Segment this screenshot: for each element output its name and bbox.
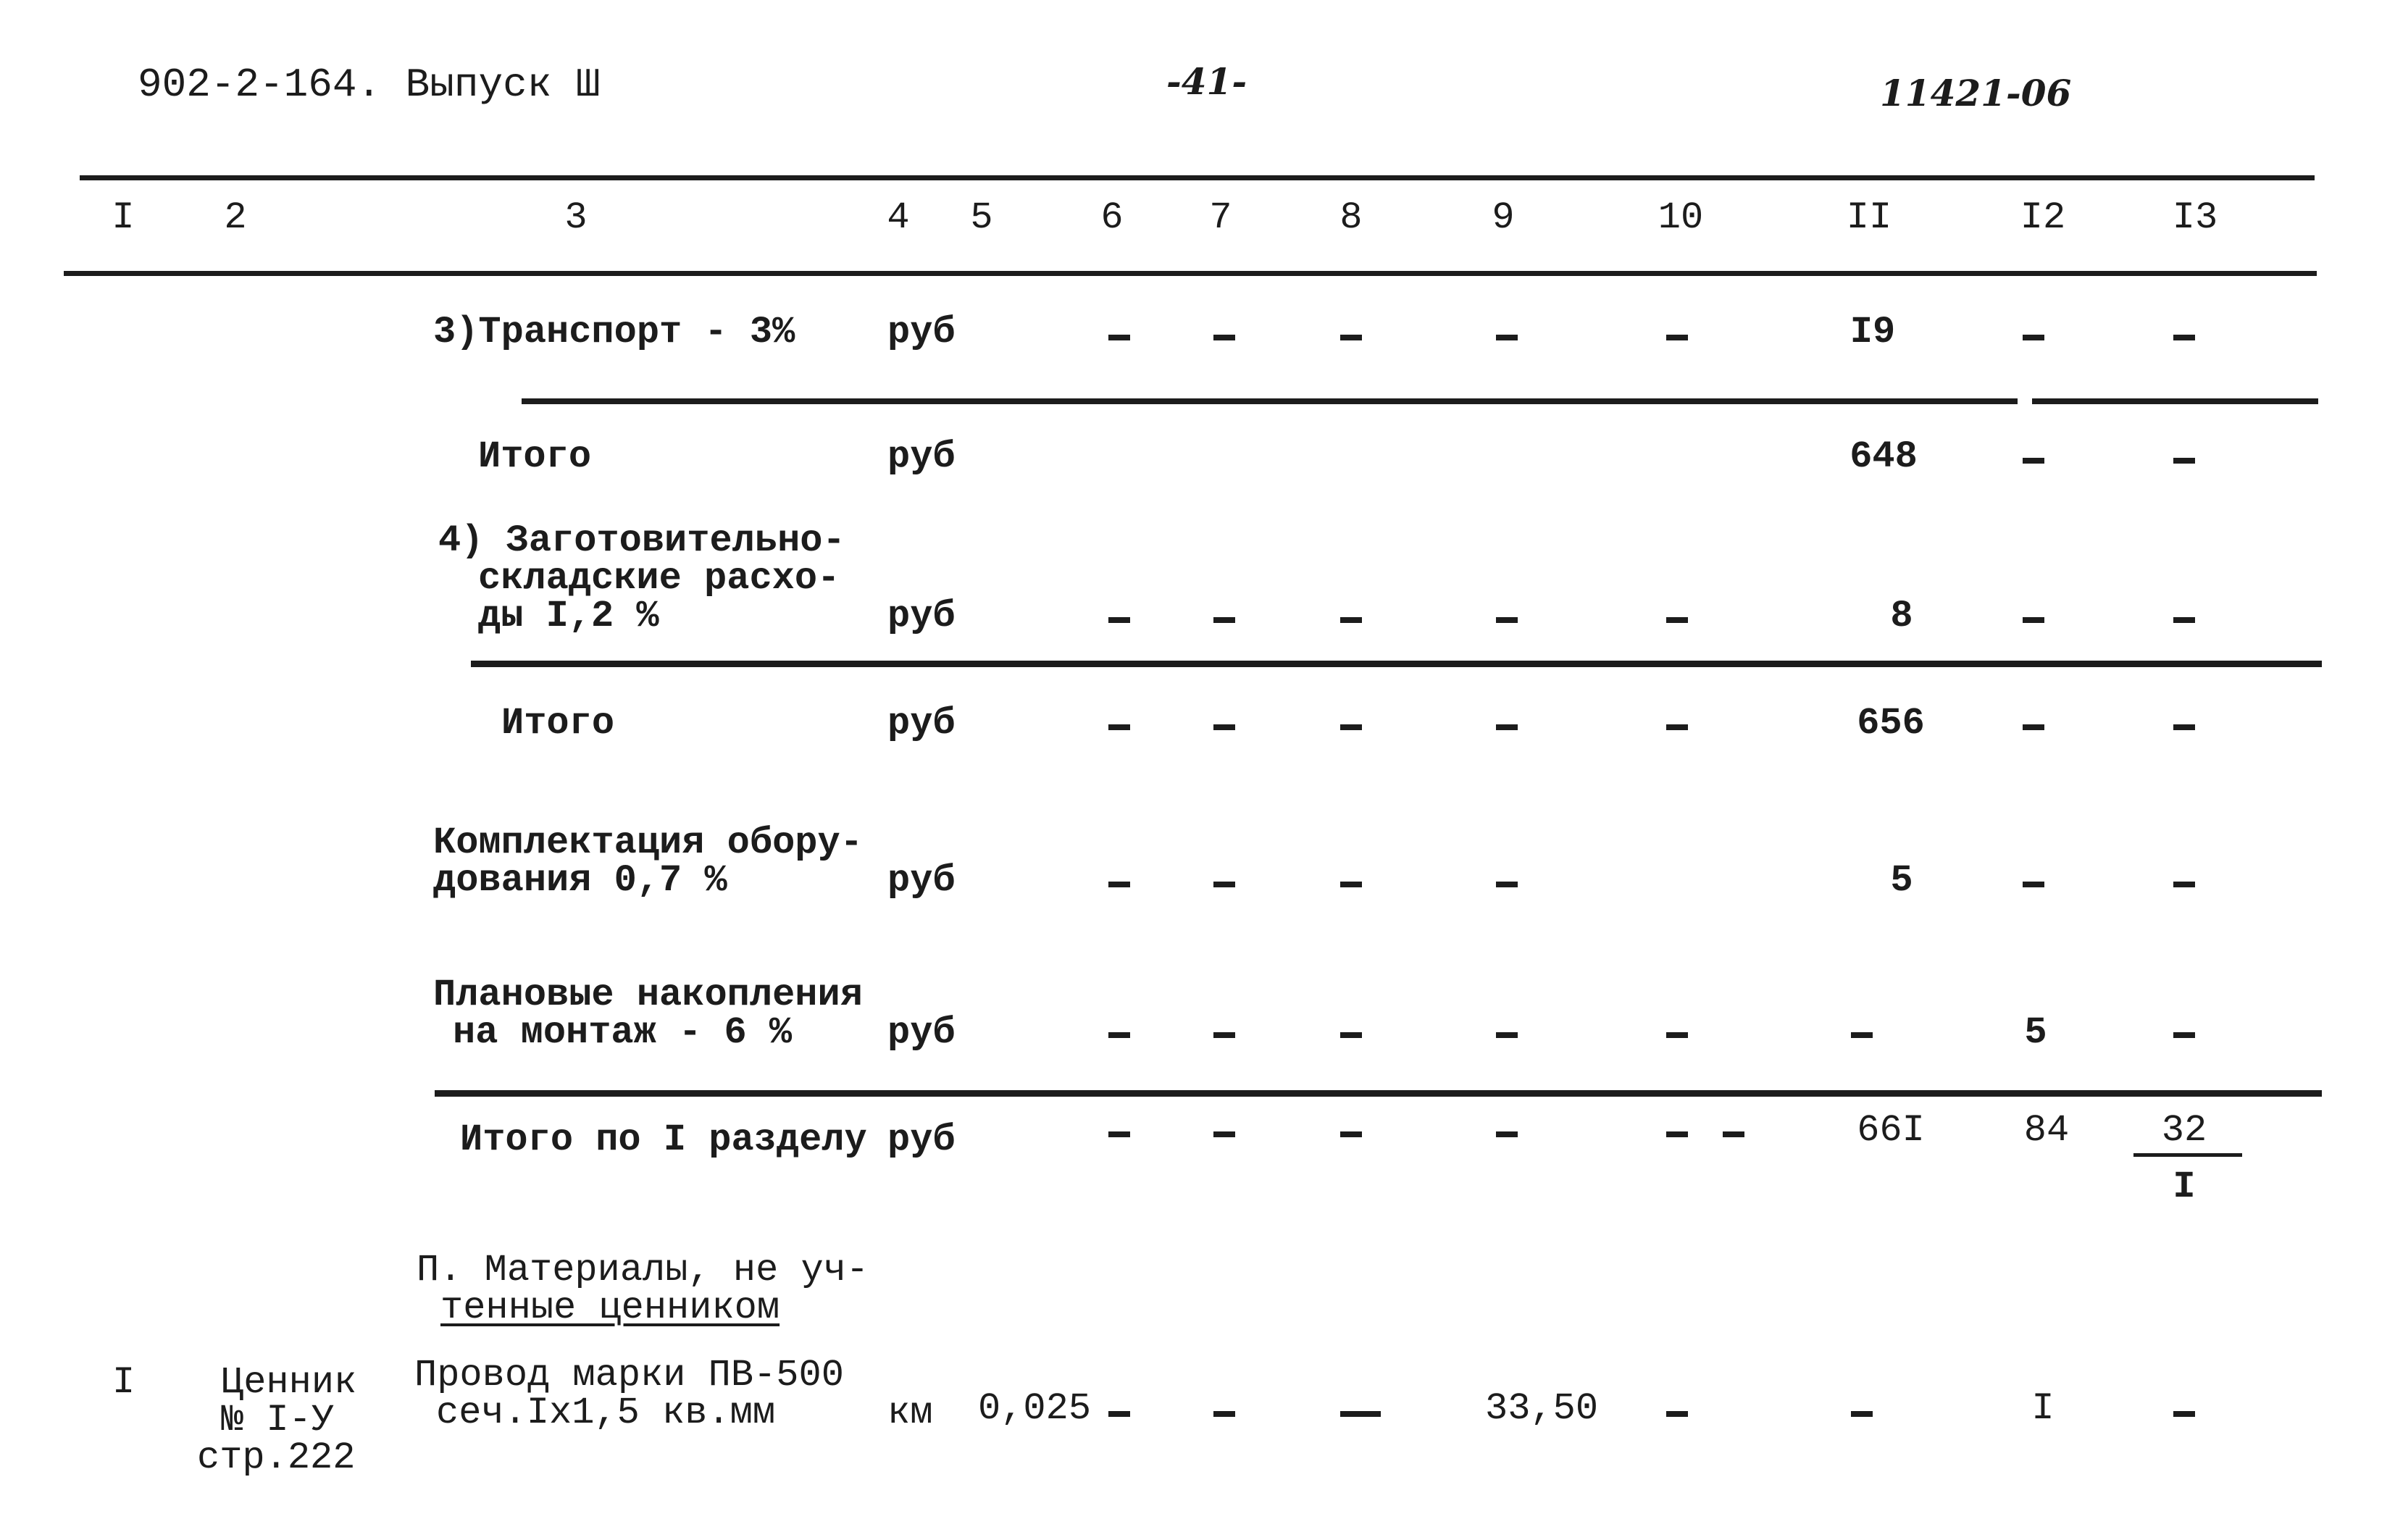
empty-dash bbox=[1723, 1131, 1744, 1137]
empty-dash bbox=[2173, 724, 2195, 730]
empty-dash bbox=[2173, 335, 2195, 340]
empty-dash bbox=[2023, 882, 2044, 887]
empty-dash bbox=[1108, 1131, 1130, 1137]
empty-dash bbox=[2023, 724, 2044, 730]
cell-col-13-denominator: I bbox=[2173, 1166, 2196, 1208]
cell-col-9: 33,50 bbox=[1485, 1387, 1599, 1430]
empty-dash bbox=[2173, 1411, 2195, 1417]
empty-dash bbox=[2173, 458, 2195, 464]
column-header: 3 bbox=[564, 196, 588, 239]
row-name: Итого bbox=[501, 702, 615, 745]
empty-dash bbox=[1340, 724, 1362, 730]
archive-number: 11421-06 bbox=[1880, 72, 2072, 114]
empty-dash bbox=[2023, 335, 2044, 340]
cell-col-5: 0,025 bbox=[978, 1387, 1092, 1430]
table-header-bottom-rule bbox=[64, 271, 2317, 276]
document-code: 902-2-164. Выпуск Ш bbox=[138, 62, 601, 108]
section-total-rule bbox=[435, 1090, 2322, 1097]
row-unit: руб bbox=[887, 1118, 956, 1161]
empty-dash bbox=[1666, 335, 1688, 340]
empty-dash bbox=[1213, 724, 1235, 730]
row-unit: км bbox=[887, 1392, 933, 1434]
empty-dash bbox=[1213, 1032, 1235, 1038]
cell-col-12: I bbox=[2031, 1387, 2055, 1430]
empty-dash bbox=[1666, 1411, 1688, 1417]
row-unit: руб bbox=[887, 859, 956, 902]
cell-col-11: 656 bbox=[1857, 702, 1925, 745]
empty-dash bbox=[1213, 1131, 1235, 1137]
empty-dash bbox=[1108, 1411, 1130, 1417]
column-header: I bbox=[112, 196, 135, 239]
empty-dash bbox=[1108, 335, 1130, 340]
cell-col-11: I9 bbox=[1849, 311, 1896, 353]
empty-dash bbox=[1108, 617, 1130, 623]
column-header: 10 bbox=[1658, 196, 1704, 239]
row-unit: руб bbox=[887, 311, 956, 353]
empty-dash bbox=[1666, 1032, 1688, 1038]
row-unit: руб bbox=[887, 595, 956, 637]
section-heading-line: П. Материалы, не уч- bbox=[417, 1249, 869, 1292]
empty-dash bbox=[1340, 335, 1362, 340]
row-name-line: 4) Заготовительно- bbox=[438, 519, 845, 562]
column-header: 4 bbox=[887, 196, 910, 239]
cell-col-2-line: Ценник bbox=[221, 1361, 357, 1404]
subtotal-rule bbox=[471, 661, 2322, 667]
empty-dash bbox=[2023, 458, 2044, 464]
empty-dash bbox=[1666, 724, 1688, 730]
empty-dash bbox=[1340, 617, 1362, 623]
column-header: I2 bbox=[2020, 196, 2066, 239]
subtotal-rule bbox=[2032, 398, 2318, 404]
row-name-line: Провод марки ПВ-500 bbox=[414, 1354, 844, 1397]
page-number: -41- bbox=[1166, 60, 1247, 103]
row-name-line: Плановые накопления bbox=[433, 974, 863, 1016]
empty-dash bbox=[1851, 1032, 1873, 1038]
empty-dash bbox=[2023, 617, 2044, 623]
fraction-bar bbox=[2133, 1153, 2242, 1157]
table-top-rule bbox=[80, 175, 2315, 180]
row-unit: руб bbox=[887, 702, 956, 745]
column-header: 9 bbox=[1492, 196, 1515, 239]
cell-col-13-numerator: 32 bbox=[2161, 1109, 2207, 1152]
empty-dash bbox=[2173, 882, 2195, 887]
subtotal-rule bbox=[522, 398, 2018, 404]
empty-dash bbox=[2173, 617, 2195, 623]
empty-dash bbox=[1213, 617, 1235, 623]
row-name: Итого по I разделу bbox=[460, 1118, 867, 1161]
cell-col-1: I bbox=[112, 1361, 135, 1404]
cell-col-11: 648 bbox=[1849, 435, 1918, 478]
empty-dash bbox=[1666, 1131, 1688, 1137]
column-header: 5 bbox=[970, 196, 993, 239]
empty-dash bbox=[1340, 1032, 1362, 1038]
cell-col-11: 5 bbox=[1890, 859, 1913, 902]
empty-dash bbox=[1666, 617, 1688, 623]
row-name-line: сеч.Iх1,5 кв.мм bbox=[436, 1392, 776, 1434]
row-unit: руб bbox=[887, 435, 956, 478]
empty-dash bbox=[1496, 1131, 1518, 1137]
row-unit: руб bbox=[887, 1011, 956, 1054]
empty-dash bbox=[1213, 882, 1235, 887]
cell-col-2-line: № I-У bbox=[221, 1399, 335, 1441]
row-name-line: Комплектация обору- bbox=[433, 821, 863, 864]
empty-dash bbox=[1213, 335, 1235, 340]
cell-col-12: 5 bbox=[2024, 1011, 2047, 1054]
empty-dash bbox=[1496, 724, 1518, 730]
empty-dash bbox=[1496, 1032, 1518, 1038]
column-header: I3 bbox=[2172, 196, 2218, 239]
column-header: 2 bbox=[224, 196, 247, 239]
row-name-line: складские расхо- bbox=[478, 557, 840, 600]
empty-dash bbox=[1108, 1032, 1130, 1038]
row-name: Итого bbox=[478, 435, 592, 478]
column-header: II bbox=[1846, 196, 1892, 239]
empty-dash bbox=[2173, 1032, 2195, 1038]
empty-dash bbox=[1213, 1411, 1235, 1417]
section-heading-line: тенные ценником bbox=[440, 1286, 780, 1329]
cell-col-12: 84 bbox=[2023, 1109, 2070, 1152]
row-name-line: ды I,2 % bbox=[478, 595, 659, 637]
empty-dash bbox=[1108, 882, 1130, 887]
column-header: 6 bbox=[1100, 196, 1124, 239]
cell-col-2-line: стр.222 bbox=[197, 1436, 356, 1479]
cell-col-11: 66I bbox=[1857, 1109, 1925, 1152]
empty-dash bbox=[1496, 617, 1518, 623]
empty-dash bbox=[1496, 335, 1518, 340]
cell-col-11: 8 bbox=[1890, 595, 1913, 637]
empty-dash bbox=[1340, 1411, 1381, 1417]
empty-dash bbox=[1340, 1131, 1362, 1137]
column-header: 7 bbox=[1209, 196, 1232, 239]
column-header: 8 bbox=[1339, 196, 1363, 239]
empty-dash bbox=[1340, 882, 1362, 887]
row-name: 3)Транспорт - 3% bbox=[433, 311, 795, 353]
row-name-line: на монтаж - 6 % bbox=[453, 1011, 793, 1054]
empty-dash bbox=[1851, 1411, 1873, 1417]
empty-dash bbox=[1108, 724, 1130, 730]
row-name-line: дования 0,7 % bbox=[433, 859, 727, 902]
empty-dash bbox=[1496, 882, 1518, 887]
